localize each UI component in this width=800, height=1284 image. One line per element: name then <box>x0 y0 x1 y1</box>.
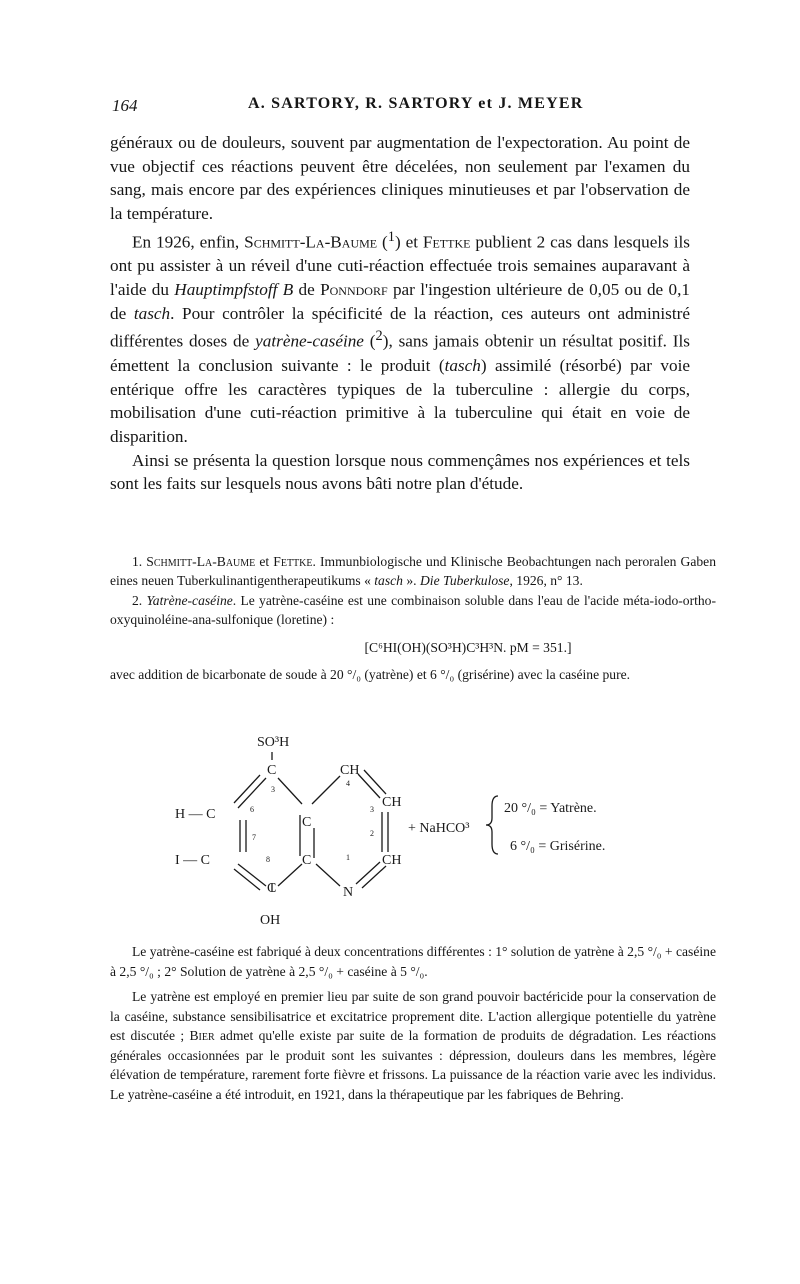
tasch-term: tasch <box>444 355 481 375</box>
paragraph-1: généraux ou de douleurs, souvent par augmentation de l'expectoration. Au point de vue objectif ces réactions peuvent être décelées, non seulement par l'examen du sang, mais encore par des expériences cliniques minutieuses et par l'observation de la température. <box>110 133 690 224</box>
product-name: Hauptimpfstoff B <box>174 279 294 299</box>
bond-line <box>312 776 340 804</box>
bond-line <box>364 770 386 794</box>
paragraph-yatrene <box>110 987 716 1104</box>
i-substituent: I — C <box>175 853 210 868</box>
text-run: . Le yatrène-caséine est une combinaison soluble dans l'eau de l'acide méta-iodo-ortho-oxyquinoléine-ana-sulfonique (loretine) : <box>110 592 716 628</box>
footnote-1 <box>110 552 716 591</box>
footnote-2-continued: avec addition de bicarbonate de soude à 20 °/₀ (yatrène) et 6 °/₀ (grisérine) avec la caséine pure. <box>110 667 631 683</box>
running-title: A. SARTORY, R. SARTORY et J. MEYER <box>248 95 584 112</box>
text-run: En 1926, enfin, <box>132 232 245 252</box>
author-name: Schmitt-La-Baume <box>244 232 378 252</box>
ch-label: CH <box>382 853 402 868</box>
bond-line <box>356 862 380 884</box>
oh-label: OH <box>260 913 281 928</box>
griserine-ratio: 6 °/₀ = Grisérine. <box>510 839 606 854</box>
bond-line <box>362 866 386 888</box>
atom-number: 1 <box>346 853 350 862</box>
bicarbonate-label: + NaHCO³ <box>408 821 470 836</box>
footnote-number: 1. <box>132 554 147 569</box>
atom-number: 2 <box>370 829 374 838</box>
chemical-formula: [C⁶HI(OH)(SO³H)C³H³N. pM = 351.] <box>364 639 572 655</box>
carbon-label: C <box>267 881 277 896</box>
footnote-ref: 2 <box>375 328 383 345</box>
yatrene-term: yatrène-caséine <box>255 332 364 352</box>
bond-line <box>238 778 266 808</box>
atom-number: 3 <box>370 805 374 814</box>
author-name: Schmitt-La-Baume <box>146 554 256 569</box>
author-name: Ponndorf <box>320 279 388 299</box>
bond-line <box>358 774 380 798</box>
text-run: publient 2 cas dans lesquels ils ont pu assister à un réveil d'une cuti-réaction effectuée trois semaines auparavant à l'aide du <box>110 232 690 299</box>
text-run: , sans jamais obtenir un résultat positif. Ils émettent la conclusion suivante : le produit ( <box>110 332 690 375</box>
tasch-term: tasch <box>133 303 171 323</box>
carbon-label: C <box>302 853 312 868</box>
text-run: de <box>293 279 321 299</box>
atom-number: 3 <box>271 785 275 794</box>
main-text <box>110 131 690 496</box>
author-name: Bier <box>189 1028 215 1043</box>
text-run: et <box>255 554 274 569</box>
bond-line <box>278 864 302 886</box>
carbon-label: C <box>302 815 312 830</box>
text-run: par l'ingestion ultérieure de 0,05 ou de 0,1 de <box>110 279 690 323</box>
author-name: Fettke <box>422 232 471 252</box>
footnote-2 <box>110 591 716 630</box>
atom-number: 6 <box>250 805 254 814</box>
footnotes <box>110 552 716 684</box>
tasch-term: tasch <box>374 573 403 589</box>
footnote-ref: 1 <box>387 228 395 245</box>
bond-line <box>234 869 260 890</box>
h-substituent: H — C <box>175 807 216 822</box>
atom-number: 7 <box>252 833 256 842</box>
paragraph-2: En 1926, enfin, Schmitt-La-Baume ($^1$) et Fettke publient 2 cas dans lesquels ils ont pu assister à un réveil d'une cuti-réaction effectuée trois semaines auparavant à l'aide du Hauptimpfstoff B de Ponndorf par l'ingestion ultérieure de 0,05 ou de 0,1 de tasch. Pour contrôler la spécificité de la réaction, ces auteurs ont administré différentes doses de yatrène-caséine ($^2$), sans jamais obtenir un résultat positif. Ils émettent la conclusion suivante : le produit (tasch) assimilé (résorbé) par voie entérique offre les caractères typiques de la tuberculine : allergie du corps, mobilisation d'une cuti-réaction primitive à la tuberculine qui était en voie de disparition. <box>110 228 690 446</box>
journal-name: Die Tuberkulose <box>419 573 510 589</box>
text-run: et <box>400 232 423 252</box>
atom-number: 4 <box>346 779 350 788</box>
so3h-label: SO³H <box>257 735 290 750</box>
carbon-label: C <box>267 763 277 778</box>
brace <box>486 796 498 854</box>
structural-formula <box>140 728 700 928</box>
atom-number: 8 <box>266 855 270 864</box>
text-run: . Pour contrôler la spécificité de la réaction, ces auteurs ont administré différentes doses de <box>110 303 690 352</box>
yatrene-term: Yatrène-caséine <box>146 592 233 608</box>
nitrogen-label: N <box>343 885 354 900</box>
text-run: ) assimilé (résorbé) par voie entérique offre les caractères typiques de la tuberculine : allergie du corps, mobilisation d'une cuti-réaction primitive à la tuberculine qui était en voie de disparition. <box>110 355 690 446</box>
ch-label: CH <box>340 763 360 778</box>
text-run: admet qu'elle existe par suite de la formation de produits de dégradation. Les réactions générales occasionnées par le produit sont les suivantes : dépression, douleurs dans les membres, légère élévation de température, rarement forte fièvre et frissons. La puissance de la réaction varie avec les individus. Le yatrène-caséine a été introduit, en 1921, dans la thérapeutique par les fabriques de Behring. <box>110 1028 716 1102</box>
text-run: . Immunbiologische und Klinische Beobachtungen nach peroralen Gaben eines neuen Tuberkulinantigentherapeutikums « <box>110 554 716 589</box>
closing-text <box>110 942 716 1104</box>
bond-line <box>278 778 302 804</box>
page-number: 164 <box>112 96 138 115</box>
text-run: Le yatrène est employé en premier lieu par suite de son grand pouvoir bactéricide pour la conservation de la caséine, substance sensibilisatrice et excitatrice proprement dite. L'action allergique potentielle du yatrène est discutée ; <box>110 989 716 1043</box>
bond-line <box>316 864 340 886</box>
paragraph-3: Ainsi se présenta la question lorsque nous commençâmes nos expériences et tels sont les faits sur lesquels nous avons bâti notre plan d'étude. <box>110 450 690 494</box>
yatrene-ratio: 20 °/₀ = Yatrène. <box>504 801 597 816</box>
text-run: , 1926, n° 13. <box>509 573 583 589</box>
text-run: ». <box>402 573 420 589</box>
paragraph-concentrations: Le yatrène-caséine est fabriqué à deux concentrations différentes : 1° solution de yatrène à 2,5 °/₀ + caséine à 2,5 °/₀ ; 2° Solution de yatrène à 2,5 °/₀ + caséine à 5 °/₀. <box>110 944 716 979</box>
footnote-number: 2. <box>132 592 147 608</box>
ch-label: CH <box>382 795 402 810</box>
author-name: Fettke <box>273 554 313 569</box>
